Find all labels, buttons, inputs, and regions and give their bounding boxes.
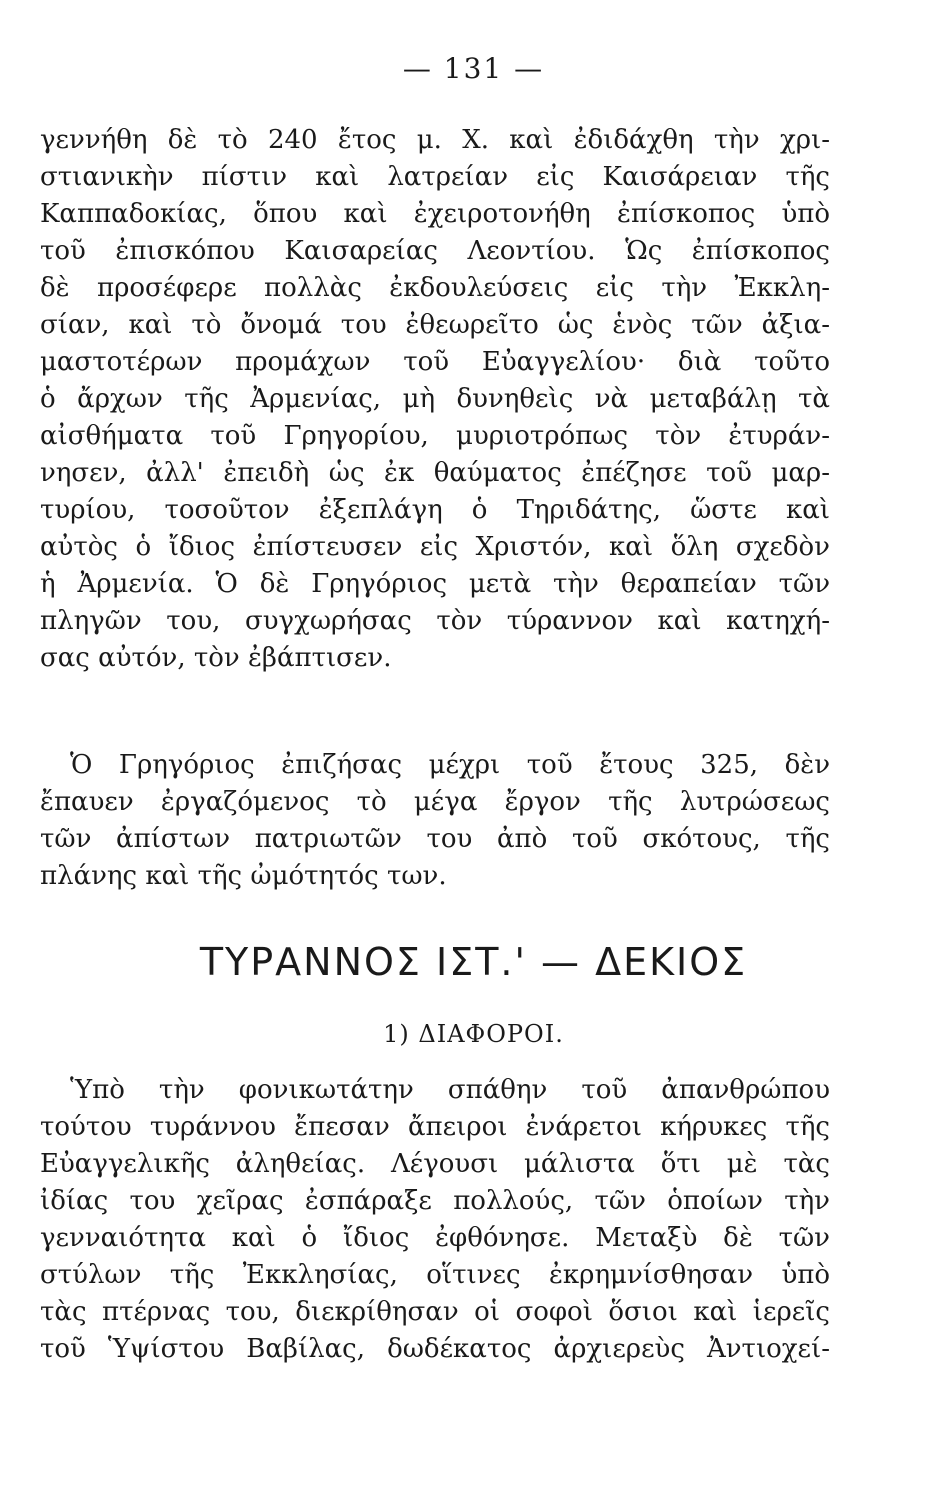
text-line: ἡ Ἀρμενία. Ὁ δὲ Γρηγόριος μετὰ τὴν θεραπείαν τῶν xyxy=(40,569,830,599)
text-line: δὲ προσέφερε πολλὰς ἐκδουλεύσεις εἰς τὴν Ἐκκλη- xyxy=(40,273,830,303)
text-line: τὰς πτέρνας του, διεκρίθησαν οἱ σοφοὶ ὅσιοι καὶ ἱερεῖς xyxy=(40,1297,830,1327)
page-number: — 131 — xyxy=(402,52,545,85)
text-line: σας αὐτόν, τὸν ἐβάπτισεν. xyxy=(40,643,392,673)
text-line: Ὑπὸ τὴν φονικωτάτην σπάθην τοῦ ἀπανθρώπου xyxy=(70,1075,830,1105)
text-line: νησεν, ἀλλ' ἐπειδὴ ὡς ἐκ θαύματος ἐπέζησε τοῦ μαρ- xyxy=(40,458,830,488)
text-line: τούτου τυράννου ἔπεσαν ἄπειροι ἐνάρετοι κήρυκες τῆς xyxy=(40,1112,830,1142)
paragraph-2 xyxy=(40,747,830,895)
text-line: Εὐαγγελικῆς ἀληθείας. Λέγουσι μάλιστα ὅτι μὲ τὰς xyxy=(40,1149,830,1179)
text-line: Ὁ Γρηγόριος ἐπιζήσας μέχρι τοῦ ἔτους 325, δὲν xyxy=(70,750,830,780)
text-line: τοῦ Ὑψίστου Βαβίλας, δωδέκατος ἀρχιερεὺς Ἀντιοχεί- xyxy=(40,1334,830,1364)
text-line: ἰδίας του χεῖρας ἐσπάραξε πολλούς, τῶν ὁποίων τὴν xyxy=(40,1186,830,1216)
text-line: στιανικὴν πίστιν καὶ λατρείαν εἰς Καισάρειαν τῆς xyxy=(40,162,830,192)
text-line: αὐτὸς ὁ ἴδιος ἐπίστευσεν εἰς Χριστόν, καὶ ὅλη σχεδὸν xyxy=(40,532,830,562)
text-line: τυρίου, τοσοῦτον ἐξεπλάγη ὁ Τηριδάτης, ὥστε καὶ xyxy=(40,495,830,525)
section-heading: 1) ΔΙΑΦΟΡΟΙ. xyxy=(383,1020,564,1048)
text-line: Καππαδοκίας, ὅπου καὶ ἐχειροτονήθη ἐπίσκοπος ὑπὸ xyxy=(40,199,830,229)
text-line: σίαν, καὶ τὸ ὄνομά του ἐθεωρεῖτο ὡς ἑνὸς τῶν ἀξια- xyxy=(40,310,830,340)
text-line: πληγῶν του, συγχωρήσας τὸν τύραννον καὶ κατηχή- xyxy=(40,606,830,636)
text-line: γενναιότητα καὶ ὁ ἴδιος ἐφθόνησε. Μεταξὺ δὲ τῶν xyxy=(40,1223,830,1253)
text-line: γεννήθη δὲ τὸ 240 ἔτος μ. Χ. καὶ ἐδιδάχθη τὴν χρι- xyxy=(40,125,830,155)
text-line: μαστοτέρων προμάχων τοῦ Εὐαγγελίου· διὰ τοῦτο xyxy=(40,347,830,377)
text-line: ὁ ἄρχων τῆς Ἀρμενίας, μὴ δυνηθεὶς νὰ μεταβάλῃ τὰ xyxy=(40,384,830,414)
paragraph-3 xyxy=(40,1072,830,1368)
text-line: τῶν ἀπίστων πατριωτῶν του ἀπὸ τοῦ σκότους, τῆς xyxy=(40,824,830,854)
text-line: στύλων τῆς Ἐκκλησίας, οἵτινες ἐκρημνίσθησαν ὑπὸ xyxy=(40,1260,830,1290)
text-line: ἔπαυεν ἐργαζόμενος τὸ μέγα ἔργον τῆς λυτρώσεως xyxy=(40,787,830,817)
text-line: αἰσθήματα τοῦ Γρηγορίου, μυριοτρόπως τὸν ἐτυράν- xyxy=(40,421,830,451)
paragraph-1 xyxy=(40,122,830,677)
chapter-heading: ΤΥΡΑΝΝΟΣ ΙΣΤ.' — ΔΕΚΙΟΣ xyxy=(199,940,748,984)
text-line: πλάνης καὶ τῆς ὠμότητός των. xyxy=(40,861,447,891)
text-line: τοῦ ἐπισκόπου Καισαρείας Λεοντίου. Ὡς ἐπίσκοπος xyxy=(40,236,830,266)
